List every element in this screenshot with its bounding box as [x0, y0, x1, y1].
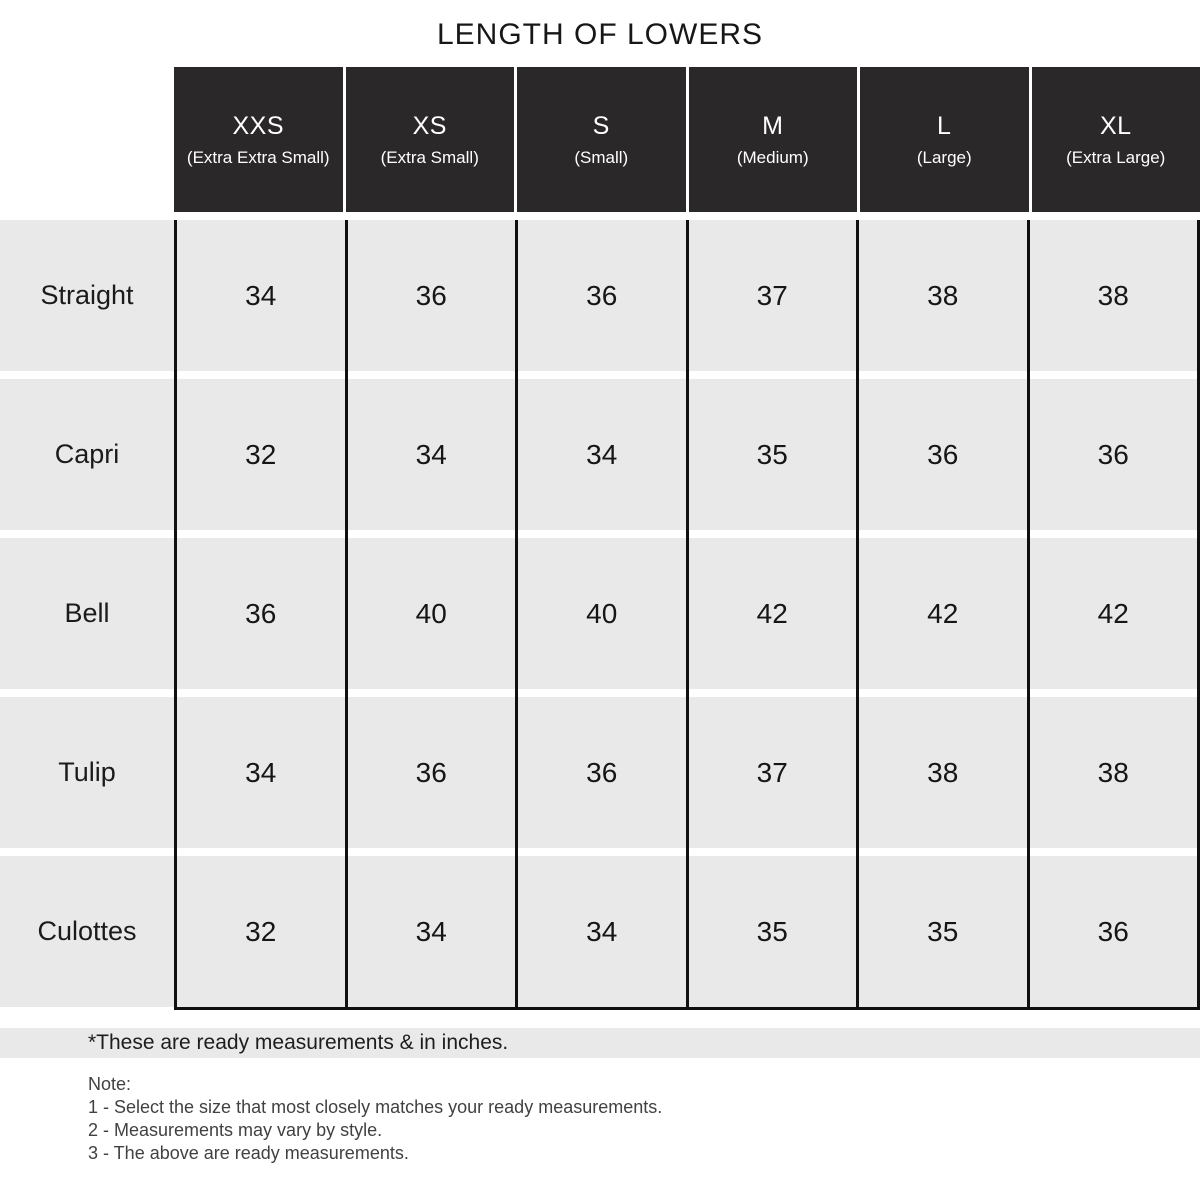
- table-cell: 35: [689, 856, 857, 1007]
- table-cell: 37: [689, 697, 857, 848]
- header-cell-xs: [346, 67, 515, 212]
- size-code: L: [937, 111, 952, 140]
- footnote-text: *These are ready measurements & in inches.: [88, 1031, 509, 1054]
- header-cell-xl: [1032, 67, 1200, 212]
- table-cell: 42: [859, 538, 1027, 689]
- column-s: [515, 220, 686, 1007]
- size-chart-table: [0, 220, 1200, 1010]
- size-code: XL: [1099, 111, 1132, 140]
- table-cell: 36: [348, 220, 516, 371]
- table-cell: 36: [859, 379, 1027, 530]
- column-xl: [1027, 220, 1200, 1007]
- note-heading: Note:: [88, 1074, 132, 1094]
- row-label-tulip: Tulip: [0, 697, 174, 848]
- table-cell: 36: [348, 697, 516, 848]
- size-full-name: (Medium): [736, 147, 809, 167]
- size-code: M: [762, 111, 784, 140]
- notes-block: [88, 1073, 1160, 1165]
- size-full-name: (Small): [574, 147, 629, 167]
- header-cell-xxs: [174, 67, 343, 212]
- note-item: 3 - The above are ready measurements.: [88, 1143, 409, 1163]
- header-cell-l: [860, 67, 1029, 212]
- size-full-name: (Extra Large): [1066, 147, 1166, 167]
- header-cell-s: [517, 67, 686, 212]
- row-label-capri: Capri: [0, 379, 174, 530]
- table-cell: 34: [177, 697, 345, 848]
- column-l: [856, 220, 1027, 1007]
- table-cell: 38: [859, 697, 1027, 848]
- table-cell: 35: [689, 379, 857, 530]
- measurements-grid: [174, 220, 1200, 1010]
- size-full-name: (Extra Extra Small): [186, 147, 330, 167]
- row-label-straight: Straight: [0, 220, 174, 371]
- page-title: LENGTH OF LOWERS: [436, 18, 764, 51]
- table-cell: 37: [689, 220, 857, 371]
- table-cell: 42: [689, 538, 857, 689]
- table-cell: 36: [1030, 856, 1198, 1007]
- size-full-name: (Extra Small): [380, 147, 479, 167]
- table-cell: 36: [518, 697, 686, 848]
- size-code: S: [592, 111, 610, 140]
- size-full-name: (Large): [916, 147, 972, 167]
- table-cell: 40: [348, 538, 516, 689]
- column-xs: [345, 220, 516, 1007]
- table-cell: 40: [518, 538, 686, 689]
- note-item: 1 - Select the size that most closely matches your ready measurements.: [88, 1097, 663, 1117]
- row-label-bell: Bell: [0, 538, 174, 689]
- table-cell: 38: [859, 220, 1027, 371]
- size-code: XXS: [232, 111, 285, 140]
- row-label-column: [0, 220, 174, 1007]
- table-cell: 36: [177, 538, 345, 689]
- table-cell: 34: [348, 856, 516, 1007]
- table-cell: 32: [177, 379, 345, 530]
- row-label-culottes: Culottes: [0, 856, 174, 1007]
- column-m: [686, 220, 857, 1007]
- table-cell: 34: [518, 379, 686, 530]
- table-cell: 34: [177, 220, 345, 371]
- size-header-row: [174, 67, 1200, 212]
- table-cell: 32: [177, 856, 345, 1007]
- table-cell: 38: [1030, 697, 1198, 848]
- table-cell: 34: [348, 379, 516, 530]
- size-code: XS: [412, 111, 447, 140]
- header-cell-m: [689, 67, 858, 212]
- column-xxs: [174, 220, 345, 1007]
- table-cell: 35: [859, 856, 1027, 1007]
- table-cell: 36: [518, 220, 686, 371]
- table-cell: 38: [1030, 220, 1198, 371]
- table-cell: 36: [1030, 379, 1198, 530]
- table-cell: 34: [518, 856, 686, 1007]
- table-cell: 42: [1030, 538, 1198, 689]
- note-item: 2 - Measurements may vary by style.: [88, 1120, 383, 1140]
- footnote-band: [0, 1028, 1200, 1058]
